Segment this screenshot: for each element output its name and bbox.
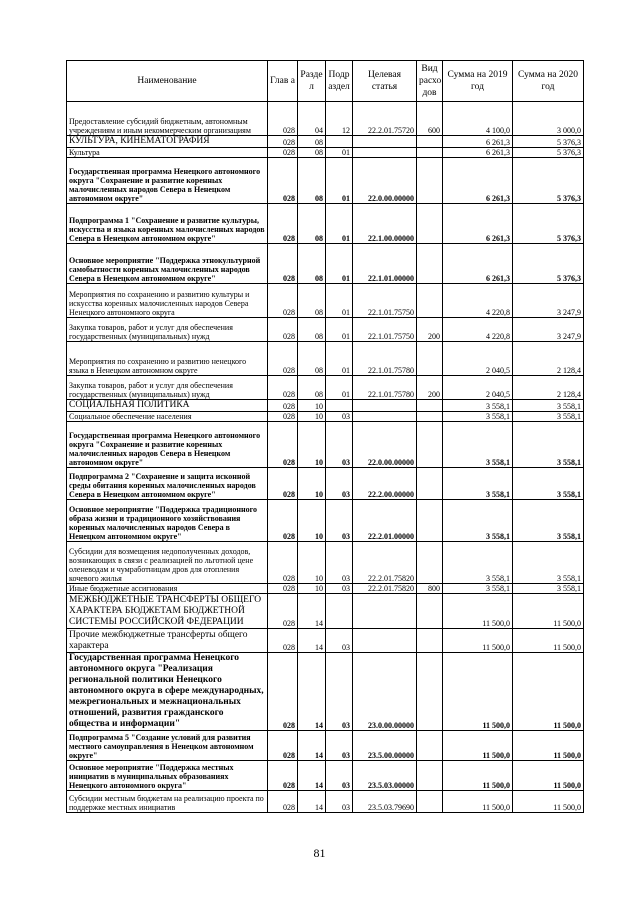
cell-sum-2020: 11 500,0 [513,653,584,731]
cell-razdel: 08 [298,284,326,318]
cell-razdel: 10 [298,584,326,594]
cell-sum-2020: 5 376,3 [513,158,584,204]
table-row [67,376,584,400]
cell-vid [417,158,443,204]
cell-name: Субсидии местным бюджетам на реализацию проекта по поддержке местных инициатив [67,791,268,813]
cell-name: Государственная программа Ненецкого автономного округа "Реализация региональной политики Ненецкого автономного округа в сфере международных, межрегиональных и межнациональных отношений, развития гражданского общества и информации" [67,653,268,731]
cell-glava: 028 [268,318,298,342]
cell-podrazdel: 03 [326,584,353,594]
cell-sum-2020: 11 500,0 [513,629,584,653]
cell-vid [417,148,443,158]
cell-name: Подпрограмма 1 "Сохранение и развитие культуры, искусства и языка коренных малочисленных народов Севера в Ненецком автономном округе" [67,204,268,244]
cell-vid [417,244,443,284]
cell-podrazdel: 01 [326,376,353,400]
cell-razdel: 10 [298,542,326,584]
cell-sum-2020: 3 558,1 [513,542,584,584]
cell-name: Социальное обеспечение населения [67,412,268,422]
cell-name: КУЛЬТУРА, КИНЕМАТОГРАФИЯ [67,136,268,148]
table-body [67,102,584,813]
table-row [67,342,584,376]
cell-podrazdel: 01 [326,284,353,318]
cell-celevaya [353,136,417,148]
cell-celevaya: 22.2.00.00000 [353,468,417,500]
cell-name: Субсидии для возмещения недополученных доходов, возникающих в связи с реализацией по льготной цене оленеводам и чумработницам дров для отопления кочевого жилья [67,542,268,584]
cell-podrazdel: 01 [326,204,353,244]
cell-sum-2019: 11 500,0 [443,629,513,653]
cell-sum-2019: 2 040,5 [443,342,513,376]
cell-glava: 028 [268,422,298,468]
cell-sum-2020: 11 500,0 [513,791,584,813]
cell-podrazdel [326,400,353,412]
header-celevaya: Целевая статья [353,61,417,102]
cell-name: Прочие межбюджетные трансферты общего характера [67,629,268,653]
cell-glava: 028 [268,629,298,653]
cell-sum-2019: 3 558,1 [443,542,513,584]
table-row [67,204,584,244]
cell-podrazdel: 03 [326,653,353,731]
table-row [67,422,584,468]
cell-celevaya: 23.5.00.00000 [353,731,417,761]
table-row [67,102,584,136]
cell-celevaya [353,412,417,422]
table-row [67,653,584,731]
cell-celevaya: 22.2.01.00000 [353,500,417,542]
cell-razdel: 08 [298,376,326,400]
cell-vid [417,412,443,422]
header-glava: Глав а [268,61,298,102]
cell-razdel: 10 [298,500,326,542]
cell-celevaya: 22.2.01.75720 [353,102,417,136]
cell-podrazdel: 01 [326,158,353,204]
cell-celevaya: 22.1.01.75750 [353,284,417,318]
cell-celevaya: 23.5.03.79690 [353,791,417,813]
cell-celevaya: 22.1.01.75780 [353,342,417,376]
cell-glava: 028 [268,376,298,400]
cell-glava: 028 [268,731,298,761]
cell-sum-2019: 11 500,0 [443,594,513,629]
cell-celevaya [353,629,417,653]
cell-name: Мероприятия по сохранению и развитию культуры и искусства коренных малочисленных народов Севера Ненецкого автономного округа [67,284,268,318]
cell-razdel: 14 [298,594,326,629]
cell-sum-2020: 11 500,0 [513,731,584,761]
cell-sum-2019: 6 261,3 [443,148,513,158]
cell-sum-2020: 3 558,1 [513,422,584,468]
cell-sum-2020: 11 500,0 [513,594,584,629]
cell-name: Предоставление субсидий бюджетным, автономным учреждениям и иным некоммерческим организациям [67,102,268,136]
cell-vid: 800 [417,584,443,594]
cell-sum-2019: 11 500,0 [443,653,513,731]
cell-vid [417,342,443,376]
cell-name: Культура [67,148,268,158]
cell-vid [417,136,443,148]
cell-glava: 028 [268,468,298,500]
cell-celevaya: 22.1.01.00000 [353,244,417,284]
cell-sum-2020: 3 000,0 [513,102,584,136]
cell-sum-2019: 6 261,3 [443,136,513,148]
table-row [67,244,584,284]
cell-podrazdel: 03 [326,791,353,813]
cell-name: Закупка товаров, работ и услуг для обеспечения государственных (муниципальных) нужд [67,318,268,342]
cell-razdel: 08 [298,244,326,284]
cell-sum-2020: 5 376,3 [513,136,584,148]
cell-vid [417,761,443,791]
cell-podrazdel: 03 [326,500,353,542]
cell-glava: 028 [268,653,298,731]
cell-sum-2020: 3 558,1 [513,584,584,594]
cell-razdel: 14 [298,791,326,813]
cell-podrazdel: 01 [326,342,353,376]
table-row [67,731,584,761]
cell-glava: 028 [268,761,298,791]
budget-table [66,60,584,813]
cell-razdel: 10 [298,412,326,422]
cell-celevaya [353,594,417,629]
cell-razdel: 08 [298,148,326,158]
table-row [67,148,584,158]
cell-celevaya: 22.2.01.75820 [353,584,417,594]
cell-sum-2020: 3 558,1 [513,468,584,500]
table-row [67,584,584,594]
cell-glava: 028 [268,244,298,284]
table-row [67,136,584,148]
cell-vid [417,791,443,813]
cell-razdel: 10 [298,400,326,412]
header-podrazdel: Подр аздел [326,61,353,102]
cell-name: СОЦИАЛЬНАЯ ПОЛИТИКА [67,400,268,412]
cell-razdel: 14 [298,629,326,653]
cell-celevaya: 22.0.00.00000 [353,158,417,204]
cell-name: Основное мероприятие "Поддержка местных инициатив в муниципальных образованиях Ненецкого автономного округа" [67,761,268,791]
cell-glava: 028 [268,204,298,244]
cell-vid [417,284,443,318]
cell-podrazdel: 12 [326,102,353,136]
cell-name: МЕЖБЮДЖЕТНЫЕ ТРАНСФЕРТЫ ОБЩЕГО ХАРАКТЕРА БЮДЖЕТАМ БЮДЖЕТНОЙ СИСТЕМЫ РОССИЙСКОЙ ФЕДЕРАЦИИ [67,594,268,629]
table-row [67,412,584,422]
table-row [67,629,584,653]
table-row [67,542,584,584]
cell-podrazdel: 01 [326,318,353,342]
table-row [67,500,584,542]
cell-podrazdel: 03 [326,468,353,500]
header-name: Наименование [67,61,268,102]
cell-sum-2019: 6 261,3 [443,204,513,244]
cell-glava: 028 [268,412,298,422]
cell-vid [417,422,443,468]
cell-razdel: 10 [298,468,326,500]
cell-sum-2020: 3 558,1 [513,500,584,542]
cell-celevaya: 22.2.01.75820 [353,542,417,584]
cell-glava: 028 [268,148,298,158]
cell-podrazdel: 03 [326,542,353,584]
cell-vid [417,500,443,542]
cell-sum-2020: 5 376,3 [513,204,584,244]
cell-vid [417,731,443,761]
cell-podrazdel: 01 [326,148,353,158]
cell-sum-2019: 3 558,1 [443,584,513,594]
cell-razdel: 10 [298,422,326,468]
cell-celevaya: 22.1.00.00000 [353,204,417,244]
cell-name: Основное мероприятие "Поддержка этнокультурной самобытности коренных малочисленных народов Севера в Ненецком автономном округе" [67,244,268,284]
cell-podrazdel: 03 [326,761,353,791]
table-row [67,468,584,500]
cell-sum-2019: 3 558,1 [443,400,513,412]
cell-name: Подпрограмма 5 "Создание условий для развития местного самоуправления в Ненецком автономном округе" [67,731,268,761]
cell-sum-2019: 11 500,0 [443,761,513,791]
cell-podrazdel: 03 [326,629,353,653]
cell-sum-2019: 2 040,5 [443,376,513,400]
cell-sum-2019: 3 558,1 [443,500,513,542]
cell-name: Основное мероприятие "Поддержка традиционного образа жизни и традиционного хозяйствования коренных малочисленных народов Севера в Ненецком автономном округе" [67,500,268,542]
cell-podrazdel: 03 [326,731,353,761]
cell-glava: 028 [268,500,298,542]
cell-vid: 600 [417,102,443,136]
cell-sum-2020: 11 500,0 [513,761,584,791]
cell-sum-2019: 6 261,3 [443,244,513,284]
cell-razdel: 08 [298,318,326,342]
cell-glava: 028 [268,284,298,318]
cell-razdel: 14 [298,731,326,761]
cell-name: Подпрограмма 2 "Сохранение и защита исконной среды обитания коренных малочисленных народов Севера в Ненецком автономном округе" [67,468,268,500]
cell-vid [417,542,443,584]
cell-sum-2019: 3 558,1 [443,422,513,468]
cell-glava: 028 [268,791,298,813]
cell-sum-2019: 4 100,0 [443,102,513,136]
table-row [67,761,584,791]
cell-sum-2019: 3 558,1 [443,412,513,422]
cell-celevaya: 22.1.01.75780 [353,376,417,400]
header-razdel: Разде л [298,61,326,102]
cell-sum-2019: 11 500,0 [443,731,513,761]
cell-podrazdel: 03 [326,422,353,468]
cell-podrazdel: 03 [326,412,353,422]
cell-celevaya: 22.1.01.75750 [353,318,417,342]
table-row [67,284,584,318]
cell-razdel: 08 [298,136,326,148]
header-vid: Вид расхо дов [417,61,443,102]
cell-vid [417,400,443,412]
cell-glava: 028 [268,400,298,412]
cell-razdel: 08 [298,342,326,376]
cell-sum-2020: 3 558,1 [513,400,584,412]
cell-glava: 028 [268,342,298,376]
cell-podrazdel [326,594,353,629]
table-row [67,791,584,813]
cell-glava: 028 [268,136,298,148]
cell-vid [417,629,443,653]
cell-razdel: 14 [298,761,326,791]
header-sum-2019: Сумма на 2019 год [443,61,513,102]
cell-sum-2020: 5 376,3 [513,244,584,284]
cell-razdel: 08 [298,158,326,204]
cell-glava: 028 [268,584,298,594]
cell-sum-2020: 2 128,4 [513,376,584,400]
cell-razdel: 04 [298,102,326,136]
cell-sum-2019: 4 220,8 [443,284,513,318]
cell-podrazdel [326,136,353,148]
cell-sum-2020: 5 376,3 [513,148,584,158]
cell-sum-2020: 3 247,9 [513,284,584,318]
cell-celevaya [353,400,417,412]
cell-name: Государственная программа Ненецкого автономного округа "Сохранение и развитие коренных малочисленных народов Севера в Ненецком автономном округе" [67,422,268,468]
table-header-row [67,61,584,102]
cell-sum-2019: 4 220,8 [443,318,513,342]
cell-glava: 028 [268,158,298,204]
cell-vid: 200 [417,376,443,400]
cell-celevaya: 23.5.03.00000 [353,761,417,791]
cell-sum-2020: 2 128,4 [513,342,584,376]
cell-sum-2019: 6 261,3 [443,158,513,204]
cell-razdel: 08 [298,204,326,244]
cell-glava: 028 [268,594,298,629]
table-row [67,400,584,412]
cell-vid [417,594,443,629]
cell-sum-2020: 3 558,1 [513,412,584,422]
cell-glava: 028 [268,542,298,584]
cell-glava: 028 [268,102,298,136]
cell-name: Мероприятия по сохранению и развитию ненецкого языка в Ненецком автономном округе [67,342,268,376]
cell-celevaya [353,148,417,158]
cell-vid [417,653,443,731]
page-number: 81 [313,846,326,860]
cell-name: Государственная программа Ненецкого автономного округа "Сохранение и развитие коренных малочисленных народов Севера в Ненецком автономном округе" [67,158,268,204]
cell-vid: 200 [417,318,443,342]
cell-podrazdel: 01 [326,244,353,284]
cell-celevaya: 22.0.00.00000 [353,422,417,468]
cell-sum-2019: 11 500,0 [443,791,513,813]
cell-sum-2019: 3 558,1 [443,468,513,500]
cell-sum-2020: 3 247,9 [513,318,584,342]
table-row [67,318,584,342]
cell-name: Иные бюджетные ассигнования [67,584,268,594]
table-row [67,158,584,204]
header-sum-2020: Сумма на 2020 год [513,61,584,102]
cell-vid [417,204,443,244]
cell-celevaya: 23.0.00.00000 [353,653,417,731]
table-row [67,594,584,629]
cell-razdel: 14 [298,653,326,731]
cell-name: Закупка товаров, работ и услуг для обеспечения государственных (муниципальных) нужд [67,376,268,400]
cell-vid [417,468,443,500]
